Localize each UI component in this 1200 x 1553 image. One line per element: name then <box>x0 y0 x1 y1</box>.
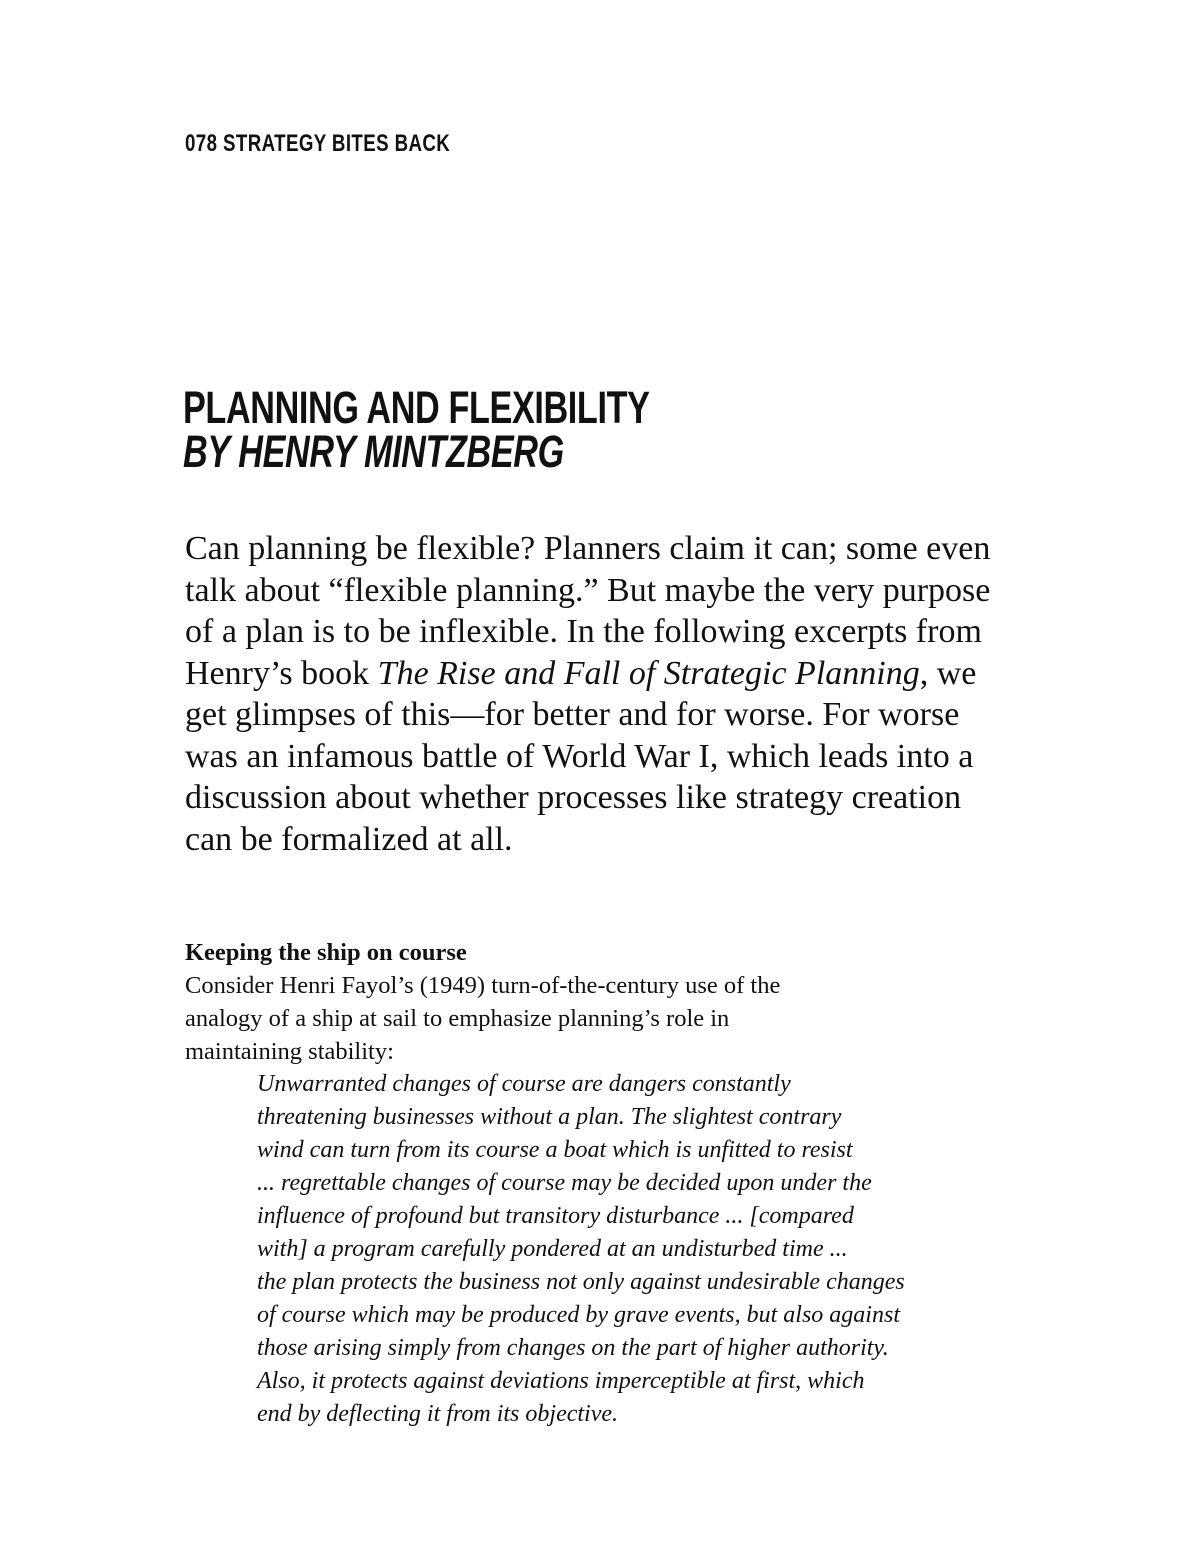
quote-line: of course which may be produced by grave events, but also against <box>257 1302 900 1328</box>
quote-line: ... regrettable changes of course may be decided upon under the <box>257 1170 872 1196</box>
quote-line: influence of profound but transitory disturbance ... [compared <box>257 1203 854 1229</box>
body-line: Consider Henri Fayol’s (1949) turn-of-the-century use of the <box>185 972 781 999</box>
quote-line: Unwarranted changes of course are dangers constantly <box>257 1071 791 1097</box>
quote-line: with] a program carefully pondered at an undisturbed time ... <box>257 1236 848 1262</box>
body-paragraph <box>185 969 985 1068</box>
article-title-block <box>183 382 650 477</box>
running-head: 078 STRATEGY BITES BACK <box>185 130 451 157</box>
quote-line: those arising simply from changes on the part of higher authority. <box>257 1335 889 1361</box>
book-title: The Rise and Fall of Strategic Planning <box>377 654 920 692</box>
intro-text-start: Can planning be flexible? Planners claim it can; some even talk about “flexible planning.” But maybe the very purpose of a plan is to be inflexible. In the following excerpts from Henry’s book <box>185 530 991 692</box>
quote-line: end by deflecting it from its objective. <box>257 1401 619 1427</box>
body-line: maintaining stability: <box>185 1038 394 1065</box>
intro-paragraph <box>185 528 1005 860</box>
quote-line: Also, it protects against deviations imperceptible at first, which <box>257 1368 865 1394</box>
section-heading: Keeping the ship on course <box>185 939 467 966</box>
quote-line: wind can turn from its course a boat which is unfitted to resist <box>257 1137 853 1163</box>
article-byline: BY HENRY MINTZBERG <box>183 426 564 477</box>
quote-line: the plan protects the business not only against undesirable changes <box>257 1269 905 1295</box>
intro-text-end: , we get glimpses of this—for better and for worse. For worse was an infamous battle of World War I, which leads into a discussion about whether processes like strategy creation can be formalized at all. <box>185 654 977 858</box>
body-line: analogy of a ship at sail to emphasize planning’s role in <box>185 1005 730 1032</box>
block-quote <box>257 1068 1017 1431</box>
quote-line: threatening businesses without a plan. The slightest contrary <box>257 1104 842 1130</box>
article-title: PLANNING AND FLEXIBILITY <box>183 382 650 433</box>
